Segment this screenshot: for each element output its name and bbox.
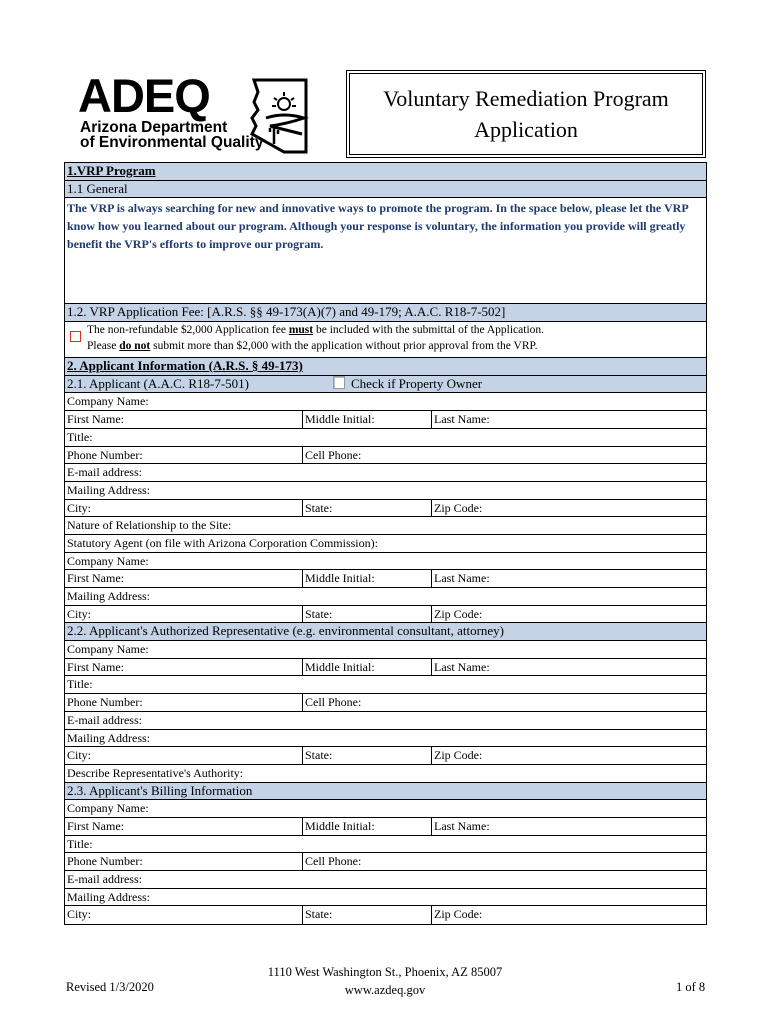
fee-checkbox[interactable]	[70, 331, 81, 342]
rep-state-field[interactable]: State:	[302, 747, 332, 764]
agent-state-field[interactable]: State:	[302, 606, 332, 623]
agent-name-row	[65, 570, 706, 588]
section-2-header: 2. Applicant Information (A.R.S. § 49-173)	[65, 358, 706, 376]
applicant-state-field[interactable]: State:	[302, 500, 332, 517]
billing-first-name-field[interactable]: First Name:	[67, 818, 124, 833]
applicant-title-field[interactable]: Title:	[65, 429, 706, 447]
rep-city-row	[65, 747, 706, 765]
billing-city-field[interactable]: City:	[67, 907, 92, 922]
billing-phone-row	[65, 853, 706, 871]
rep-authority-field[interactable]: Describe Representative's Authority:	[65, 765, 706, 783]
applicant-first-name-field[interactable]: First Name:	[67, 412, 124, 427]
section-2-3-header: 2.3. Applicant's Billing Information	[65, 783, 706, 801]
rep-middle-initial-field[interactable]: Middle Initial:	[302, 659, 375, 676]
billing-phone-field[interactable]: Phone Number:	[67, 854, 143, 869]
applicant-phone-field[interactable]: Phone Number:	[67, 447, 143, 462]
billing-mailing-field[interactable]: Mailing Address:	[65, 889, 706, 907]
billing-zip-field[interactable]: Zip Code:	[431, 906, 482, 924]
applicant-subheader: 2.1. Applicant (A.A.C. R18-7-501)	[67, 375, 249, 391]
footer-contact	[0, 963, 770, 999]
application-form	[64, 162, 707, 925]
billing-city-row	[65, 906, 706, 924]
rep-mailing-field[interactable]: Mailing Address:	[65, 730, 706, 748]
agent-first-name-field[interactable]: First Name:	[67, 571, 124, 586]
billing-cell-field[interactable]: Cell Phone:	[302, 853, 361, 870]
section-1-1-header: 1.1 General	[65, 181, 706, 199]
applicant-company-field[interactable]: Company Name:	[65, 393, 706, 411]
rep-company-field[interactable]: Company Name:	[65, 641, 706, 659]
billing-last-name-field[interactable]: Last Name:	[431, 818, 490, 835]
logo-line2: of Environmental Quality	[80, 134, 264, 151]
fee-line-1: The non-refundable $2,000 Application fee must be included with the submittal of the Application.	[87, 324, 545, 337]
rep-phone-field[interactable]: Phone Number:	[67, 695, 143, 710]
page-number: 1 of 8	[676, 980, 706, 994]
agent-zip-field[interactable]: Zip Code:	[431, 606, 482, 623]
agent-city-row	[65, 606, 706, 624]
statutory-agent-label: Statutory Agent (on file with Arizona Corporation Commission):	[65, 535, 706, 553]
footer-website[interactable]: www.azdeq.gov	[344, 983, 426, 997]
agent-mailing-field[interactable]: Mailing Address:	[65, 588, 706, 606]
vrp-feedback-intro: The VRP is always searching for new and innovative ways to promote the program. In the space below, please let the VRP know how you learned about our program. Although your response is voluntary, the information you provide will greatly benefit the VRP's efforts to improve our program.	[67, 201, 689, 252]
agent-company-field[interactable]: Company Name:	[65, 553, 706, 571]
applicant-name-row	[65, 411, 706, 429]
section-2-2-header: 2.2. Applicant's Authorized Representative (e.g. environmental consultant, attorney)	[65, 623, 706, 641]
applicant-phone-row	[65, 447, 706, 465]
property-owner-label: Check if Property Owner	[351, 375, 483, 391]
rep-name-row	[65, 659, 706, 677]
property-owner-checkbox[interactable]	[333, 376, 345, 389]
applicant-city-field[interactable]: City:	[67, 500, 92, 515]
arizona-state-icon	[246, 74, 312, 154]
billing-state-field[interactable]: State:	[302, 906, 332, 924]
applicant-mailing-field[interactable]: Mailing Address:	[65, 482, 706, 500]
document-title-line2: Application	[474, 117, 578, 142]
billing-company-field[interactable]: Company Name:	[65, 800, 706, 818]
section-1-2-header: 1.2. VRP Application Fee: [A.R.S. §§ 49-173(A)(7) and 49-179; A.A.C. R18-7-502]	[65, 304, 706, 322]
applicant-middle-initial-field[interactable]: Middle Initial:	[302, 411, 375, 428]
rep-cell-field[interactable]: Cell Phone:	[302, 694, 361, 711]
applicant-last-name-field[interactable]: Last Name:	[431, 411, 490, 428]
logo-acronym: ADEQ	[78, 69, 210, 122]
billing-email-field[interactable]: E-mail address:	[65, 871, 706, 889]
rep-last-name-field[interactable]: Last Name:	[431, 659, 490, 676]
billing-title-field[interactable]: Title:	[65, 836, 706, 854]
rep-phone-row	[65, 694, 706, 712]
applicant-city-row	[65, 500, 706, 518]
section-1-header: 1.VRP Program	[65, 163, 706, 181]
document-title-box	[346, 70, 706, 158]
rep-email-field[interactable]: E-mail address:	[65, 712, 706, 730]
agent-city-field[interactable]: City:	[67, 606, 92, 621]
section-2-1-header	[65, 376, 706, 394]
rep-city-field[interactable]: City:	[67, 748, 92, 763]
logo-line1: Arizona Department	[80, 119, 228, 136]
applicant-zip-field[interactable]: Zip Code:	[431, 500, 482, 517]
agent-last-name-field[interactable]: Last Name:	[431, 570, 490, 587]
applicant-cell-field[interactable]: Cell Phone:	[302, 447, 361, 464]
revision-date: Revised 1/3/2020	[66, 980, 154, 994]
vrp-feedback-field[interactable]	[65, 198, 706, 304]
fee-line-2: Please do not submit more than $2,000 with the application without prior approval from the VRP.	[87, 340, 538, 353]
billing-name-row	[65, 818, 706, 836]
adeq-logo	[78, 69, 318, 156]
property-owner-check[interactable]	[333, 376, 482, 392]
applicant-email-field[interactable]: E-mail address:	[65, 464, 706, 482]
document-title-line1: Voluntary Remediation Program	[383, 86, 669, 111]
relationship-field[interactable]: Nature of Relationship to the Site:	[65, 517, 706, 535]
fee-notice	[65, 322, 706, 358]
agent-middle-initial-field[interactable]: Middle Initial:	[302, 570, 375, 587]
rep-zip-field[interactable]: Zip Code:	[431, 747, 482, 764]
billing-middle-initial-field[interactable]: Middle Initial:	[302, 818, 375, 835]
footer-address: 1110 West Washington St., Phoenix, AZ 85007	[267, 965, 503, 979]
rep-first-name-field[interactable]: First Name:	[67, 659, 124, 674]
rep-title-field[interactable]: Title:	[65, 676, 706, 694]
